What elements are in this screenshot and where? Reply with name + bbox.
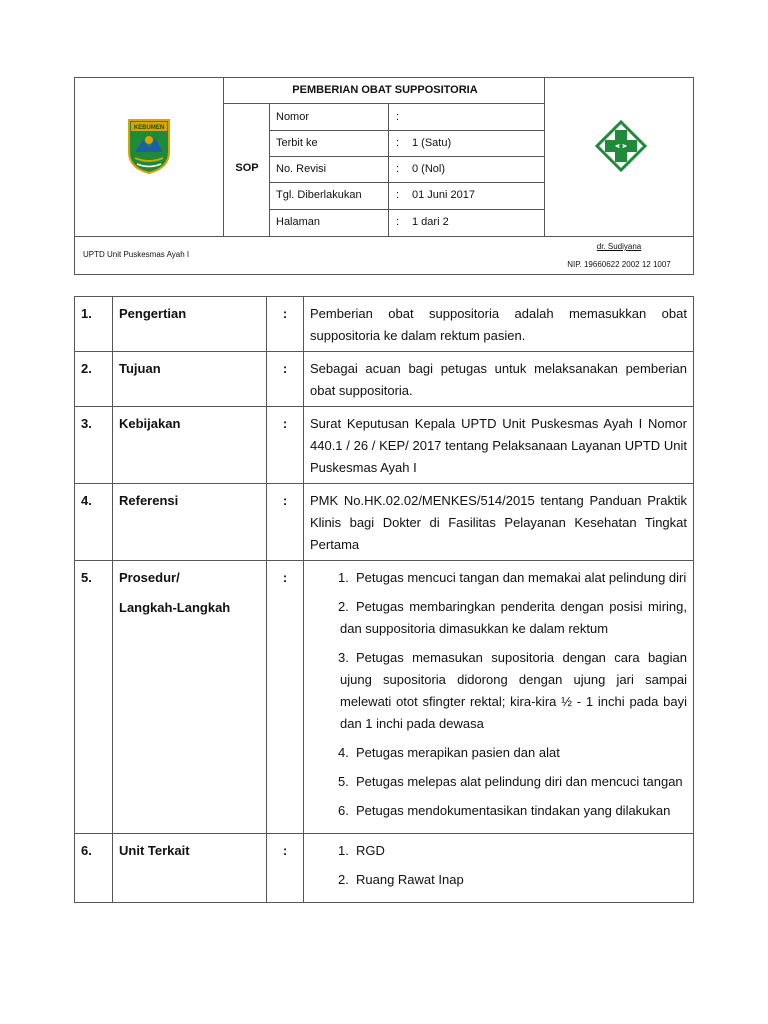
row-text: Pemberian obat suppositoria adalah memasukkan obat suppositoria ke dalam rektum pasien. xyxy=(304,297,694,352)
row-text: PMK No.HK.02.02/MENKES/514/2015 tentang Panduan Praktik Klinis bagi Dokter di Fasilitas Pelayanan Kesehatan Tingkat Pertama xyxy=(304,484,694,561)
row-number: 6. xyxy=(75,834,113,903)
related-units xyxy=(310,840,687,891)
list-item xyxy=(340,869,687,891)
step-text: Petugas mendokumentasikan tindakan yang dilakukan xyxy=(356,803,671,818)
step-number: 1. xyxy=(338,570,349,585)
item-text: Ruang Rawat Inap xyxy=(356,872,464,887)
kebumen-emblem-logo xyxy=(127,118,171,174)
row-label: Unit Terkait xyxy=(113,834,267,903)
meta-key: Nomor xyxy=(276,111,310,123)
table-row xyxy=(75,297,694,352)
step-text: Petugas mencuci tangan dan memakai alat pelindung diri xyxy=(356,570,687,585)
list-item xyxy=(340,771,687,793)
row-number: 3. xyxy=(75,407,113,484)
row-separator: : xyxy=(267,561,304,834)
table-row xyxy=(75,484,694,561)
step-number: 5. xyxy=(338,774,349,789)
procedure-steps xyxy=(310,567,687,822)
item-number: 2. xyxy=(338,872,349,887)
list-item xyxy=(340,800,687,822)
list-item xyxy=(340,742,687,764)
emblem-text: KEBUMEN xyxy=(133,125,165,131)
meta-key: Terbit ke xyxy=(276,137,318,149)
procedure-label-line1: Prosedur/ xyxy=(119,570,180,585)
row-label: Kebijakan xyxy=(113,407,267,484)
meta-sep: : xyxy=(396,137,400,149)
table-row xyxy=(75,407,694,484)
step-number: 4. xyxy=(338,745,349,760)
row-number: 1. xyxy=(75,297,113,352)
meta-key: Tgl. Diberlakukan xyxy=(276,189,362,201)
row-text: Surat Keputusan Kepala UPTD Unit Puskesmas Ayah I Nomor 440.1 / 26 / KEP/ 2017 tentang Pelaksanaan Layanan UPTD Unit Puskesmas Ayah I xyxy=(304,407,694,484)
meta-key: No. Revisi xyxy=(276,163,327,175)
row-separator: : xyxy=(267,297,304,352)
row-label: Referensi xyxy=(113,484,267,561)
row-number: 4. xyxy=(75,484,113,561)
row-separator: : xyxy=(267,407,304,484)
step-text: Petugas memasukan supositoria dengan cara bagian ujung supositoria didorong dengan ujung jari sampai melewati otot sfingter rektal; kira-kira ½ - 1 inchi pada bayi dan 1 inchi pada dewasa xyxy=(340,650,687,731)
meta-key: Halaman xyxy=(276,216,321,228)
step-text: Petugas membaringkan penderita dengan posisi miring, dan suppositoria dimasukkan ke dalam rektum xyxy=(340,599,687,636)
list-item xyxy=(340,596,687,640)
divider xyxy=(75,236,693,237)
row-separator: : xyxy=(267,484,304,561)
meta-value: 0 (Nol) xyxy=(412,163,446,175)
list-item xyxy=(340,840,687,862)
meta-sep: : xyxy=(396,189,400,201)
item-text: RGD xyxy=(356,843,385,858)
meta-sep: : xyxy=(396,163,400,175)
row-text: Sebagai acuan bagi petugas untuk melaksanakan pemberian obat suppositoria. xyxy=(304,352,694,407)
row-number: 5. xyxy=(75,561,113,834)
meta-sep: : xyxy=(396,216,400,228)
row-label xyxy=(113,561,267,834)
sop-content-table xyxy=(74,296,694,903)
list-item xyxy=(340,567,687,589)
meta-row-nomor xyxy=(270,104,544,130)
procedure-steps-cell xyxy=(304,561,694,834)
row-separator: : xyxy=(267,834,304,903)
step-text: Petugas merapikan pasien dan alat xyxy=(356,745,560,760)
meta-value: 1 dari 2 xyxy=(412,216,449,228)
row-label: Tujuan xyxy=(113,352,267,407)
table-row xyxy=(75,352,694,407)
meta-sep: : xyxy=(396,111,400,123)
item-number: 1. xyxy=(338,843,349,858)
meta-row-terbit xyxy=(270,130,544,156)
meta-value: 01 Juni 2017 xyxy=(412,189,475,201)
sop-header xyxy=(74,77,694,275)
sop-label: SOP xyxy=(235,162,259,174)
meta-row-halaman xyxy=(270,209,544,235)
row-separator: : xyxy=(267,352,304,407)
procedure-label-line2: Langkah-Langkah xyxy=(119,600,231,615)
meta-value: 1 (Satu) xyxy=(412,137,452,149)
row-number: 2. xyxy=(75,352,113,407)
puskesmas-cross-logo xyxy=(595,120,647,172)
meta-row-tanggal xyxy=(270,182,544,208)
document-title: PEMBERIAN OBAT SUPPOSITORIA xyxy=(292,84,478,96)
row-label: Pengertian xyxy=(113,297,267,352)
table-row-procedure xyxy=(75,561,694,834)
meta-row-revisi xyxy=(270,156,544,182)
table-row-related xyxy=(75,834,694,903)
divider xyxy=(223,78,224,236)
step-text: Petugas melepas alat pelindung diri dan mencuci tangan xyxy=(356,774,683,789)
step-number: 2. xyxy=(338,599,349,614)
step-number: 3. xyxy=(338,650,349,665)
related-units-cell xyxy=(304,834,694,903)
signatory-name: dr. Sudiyana xyxy=(596,242,642,251)
unit-name: UPTD Unit Puskesmas Ayah I xyxy=(83,250,190,259)
signatory-nip: NIP. 19660622 2002 12 1007 xyxy=(567,260,671,269)
step-number: 6. xyxy=(338,803,349,818)
list-item xyxy=(340,647,687,735)
